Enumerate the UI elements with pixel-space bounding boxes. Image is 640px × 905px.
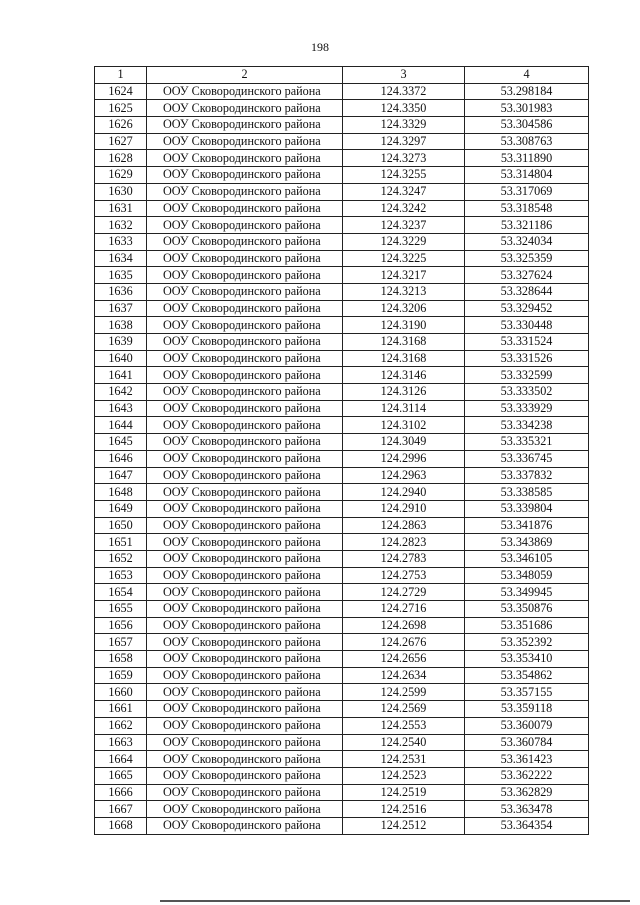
cell-name: ООУ Сковородинского района [147,767,343,784]
cell-number: 1653 [95,567,147,584]
cell-latitude: 53.324034 [465,233,589,250]
cell-number: 1659 [95,667,147,684]
cell-name: ООУ Сковородинского района [147,384,343,401]
cell-name: ООУ Сковородинского района [147,784,343,801]
cell-latitude: 53.359118 [465,701,589,718]
cell-name: ООУ Сковородинского района [147,250,343,267]
cell-latitude: 53.318548 [465,200,589,217]
cell-number: 1630 [95,183,147,200]
cell-latitude: 53.349945 [465,584,589,601]
table-row [95,167,589,184]
cell-name: ООУ Сковородинского района [147,584,343,601]
cell-longitude: 124.2512 [343,817,465,834]
cell-name: ООУ Сковородинского района [147,334,343,351]
column-header-number: 1 [95,67,147,84]
cell-name: ООУ Сковородинского района [147,717,343,734]
cell-number: 1627 [95,133,147,150]
cell-longitude: 124.2634 [343,667,465,684]
cell-name: ООУ Сковородинского района [147,283,343,300]
cell-latitude: 53.331526 [465,350,589,367]
cell-latitude: 53.337832 [465,467,589,484]
cell-longitude: 124.3206 [343,300,465,317]
cell-name: ООУ Сковородинского района [147,567,343,584]
cell-name: ООУ Сковородинского района [147,434,343,451]
cell-name: ООУ Сковородинского района [147,217,343,234]
cell-name: ООУ Сковородинского района [147,467,343,484]
cell-name: ООУ Сковородинского района [147,117,343,134]
cell-number: 1643 [95,400,147,417]
cell-number: 1637 [95,300,147,317]
cell-longitude: 124.3350 [343,100,465,117]
cell-number: 1624 [95,83,147,100]
cell-longitude: 124.2963 [343,467,465,484]
cell-longitude: 124.2698 [343,617,465,634]
cell-name: ООУ Сковородинского района [147,100,343,117]
table-row [95,350,589,367]
cell-latitude: 53.335321 [465,434,589,451]
table-row [95,267,589,284]
cell-name: ООУ Сковородинского района [147,350,343,367]
cell-latitude: 53.341876 [465,517,589,534]
table-row [95,667,589,684]
cell-latitude: 53.321186 [465,217,589,234]
cell-latitude: 53.350876 [465,601,589,618]
table-row [95,617,589,634]
table-row [95,767,589,784]
cell-latitude: 53.311890 [465,150,589,167]
table-row [95,634,589,651]
cell-longitude: 124.2753 [343,567,465,584]
cell-number: 1635 [95,267,147,284]
cell-number: 1663 [95,734,147,751]
cell-name: ООУ Сковородинского района [147,667,343,684]
cell-latitude: 53.362829 [465,784,589,801]
cell-number: 1651 [95,534,147,551]
table-row [95,684,589,701]
cell-number: 1657 [95,634,147,651]
cell-longitude: 124.2823 [343,534,465,551]
table-row [95,550,589,567]
cell-longitude: 124.3168 [343,334,465,351]
cell-number: 1633 [95,233,147,250]
cell-number: 1658 [95,651,147,668]
table-row [95,117,589,134]
table-row [95,651,589,668]
table-row [95,500,589,517]
cell-name: ООУ Сковородинского района [147,534,343,551]
cell-longitude: 124.3102 [343,417,465,434]
cell-longitude: 124.2716 [343,601,465,618]
table-row [95,233,589,250]
cell-latitude: 53.327624 [465,267,589,284]
cell-name: ООУ Сковородинского района [147,817,343,834]
cell-number: 1642 [95,384,147,401]
cell-name: ООУ Сковородинского района [147,450,343,467]
cell-number: 1666 [95,784,147,801]
cell-latitude: 53.325359 [465,250,589,267]
cell-name: ООУ Сковородинского района [147,801,343,818]
cell-number: 1639 [95,334,147,351]
cell-latitude: 53.308763 [465,133,589,150]
cell-latitude: 53.363478 [465,801,589,818]
table-row [95,300,589,317]
cell-longitude: 124.3329 [343,117,465,134]
cell-latitude: 53.362222 [465,767,589,784]
cell-number: 1641 [95,367,147,384]
table-row [95,150,589,167]
cell-longitude: 124.2599 [343,684,465,701]
cell-latitude: 53.364354 [465,817,589,834]
table-row [95,83,589,100]
cell-latitude: 53.346105 [465,550,589,567]
cell-latitude: 53.332599 [465,367,589,384]
cell-name: ООУ Сковородинского района [147,617,343,634]
cell-longitude: 124.2553 [343,717,465,734]
cell-name: ООУ Сковородинского района [147,734,343,751]
cell-number: 1631 [95,200,147,217]
cell-latitude: 53.338585 [465,484,589,501]
cell-latitude: 53.330448 [465,317,589,334]
cell-latitude: 53.328644 [465,283,589,300]
cell-latitude: 53.331524 [465,334,589,351]
cell-latitude: 53.361423 [465,751,589,768]
coordinates-table [94,66,589,835]
cell-latitude: 53.343869 [465,534,589,551]
cell-number: 1667 [95,801,147,818]
cell-longitude: 124.3237 [343,217,465,234]
cell-longitude: 124.3126 [343,384,465,401]
cell-longitude: 124.2863 [343,517,465,534]
table-row [95,417,589,434]
cell-latitude: 53.301983 [465,100,589,117]
table-row [95,283,589,300]
cell-latitude: 53.351686 [465,617,589,634]
table-row [95,334,589,351]
table-row [95,751,589,768]
cell-number: 1665 [95,767,147,784]
cell-number: 1645 [95,434,147,451]
cell-name: ООУ Сковородинского района [147,484,343,501]
table-row [95,601,589,618]
table-row [95,584,589,601]
cell-number: 1628 [95,150,147,167]
table-row [95,784,589,801]
cell-longitude: 124.2519 [343,784,465,801]
cell-number: 1646 [95,450,147,467]
cell-name: ООУ Сковородинского района [147,317,343,334]
cell-name: ООУ Сковородинского района [147,183,343,200]
cell-name: ООУ Сковородинского района [147,517,343,534]
table-row [95,717,589,734]
cell-longitude: 124.3372 [343,83,465,100]
cell-number: 1660 [95,684,147,701]
cell-name: ООУ Сковородинского района [147,751,343,768]
cell-name: ООУ Сковородинского района [147,634,343,651]
cell-name: ООУ Сковородинского района [147,400,343,417]
cell-name: ООУ Сковородинского района [147,83,343,100]
cell-longitude: 124.2523 [343,767,465,784]
cell-number: 1626 [95,117,147,134]
table-row [95,367,589,384]
cell-name: ООУ Сковородинского района [147,150,343,167]
cell-longitude: 124.3255 [343,167,465,184]
cell-latitude: 53.360079 [465,717,589,734]
cell-longitude: 124.3114 [343,400,465,417]
table-row [95,200,589,217]
cell-name: ООУ Сковородинского района [147,651,343,668]
cell-number: 1638 [95,317,147,334]
cell-name: ООУ Сковородинского района [147,267,343,284]
cell-name: ООУ Сковородинского района [147,500,343,517]
cell-longitude: 124.3168 [343,350,465,367]
table-row [95,450,589,467]
table-row [95,467,589,484]
cell-number: 1668 [95,817,147,834]
cell-latitude: 53.304586 [465,117,589,134]
cell-longitude: 124.2783 [343,550,465,567]
cell-latitude: 53.336745 [465,450,589,467]
cell-number: 1649 [95,500,147,517]
cell-longitude: 124.3213 [343,283,465,300]
cell-number: 1640 [95,350,147,367]
bottom-divider [160,900,630,902]
column-header-longitude: 3 [343,67,465,84]
cell-longitude: 124.3247 [343,183,465,200]
cell-name: ООУ Сковородинского района [147,417,343,434]
cell-number: 1661 [95,701,147,718]
cell-longitude: 124.2656 [343,651,465,668]
table-row [95,217,589,234]
cell-latitude: 53.348059 [465,567,589,584]
cell-latitude: 53.354862 [465,667,589,684]
cell-latitude: 53.339804 [465,500,589,517]
cell-longitude: 124.2569 [343,701,465,718]
table-row [95,434,589,451]
cell-number: 1636 [95,283,147,300]
cell-number: 1647 [95,467,147,484]
cell-number: 1650 [95,517,147,534]
cell-latitude: 53.334238 [465,417,589,434]
cell-name: ООУ Сковородинского района [147,133,343,150]
cell-longitude: 124.2996 [343,450,465,467]
cell-longitude: 124.2531 [343,751,465,768]
table-row [95,250,589,267]
cell-longitude: 124.2516 [343,801,465,818]
cell-longitude: 124.3229 [343,233,465,250]
column-header-latitude: 4 [465,67,589,84]
cell-name: ООУ Сковородинского района [147,550,343,567]
cell-number: 1648 [95,484,147,501]
page-number: 198 [311,40,329,54]
cell-longitude: 124.3242 [343,200,465,217]
cell-longitude: 124.3217 [343,267,465,284]
table-row [95,817,589,834]
cell-number: 1654 [95,584,147,601]
cell-latitude: 53.329452 [465,300,589,317]
cell-number: 1655 [95,601,147,618]
cell-name: ООУ Сковородинского района [147,701,343,718]
cell-latitude: 53.357155 [465,684,589,701]
table-row [95,484,589,501]
cell-longitude: 124.3273 [343,150,465,167]
cell-name: ООУ Сковородинского района [147,300,343,317]
cell-longitude: 124.3190 [343,317,465,334]
table-row [95,734,589,751]
cell-name: ООУ Сковородинского района [147,601,343,618]
cell-number: 1632 [95,217,147,234]
cell-name: ООУ Сковородинского района [147,233,343,250]
table-row [95,384,589,401]
cell-number: 1662 [95,717,147,734]
cell-longitude: 124.3146 [343,367,465,384]
cell-number: 1629 [95,167,147,184]
cell-latitude: 53.333502 [465,384,589,401]
cell-latitude: 53.353410 [465,651,589,668]
table-row [95,317,589,334]
table-row [95,100,589,117]
table-row [95,701,589,718]
table-body [95,83,589,834]
cell-number: 1625 [95,100,147,117]
cell-name: ООУ Сковородинского района [147,684,343,701]
column-header-name: 2 [147,67,343,84]
cell-longitude: 124.3049 [343,434,465,451]
cell-name: ООУ Сковородинского района [147,167,343,184]
cell-number: 1652 [95,550,147,567]
cell-number: 1656 [95,617,147,634]
table-row [95,133,589,150]
cell-latitude: 53.333929 [465,400,589,417]
table-row [95,801,589,818]
table-row [95,567,589,584]
table-row [95,517,589,534]
cell-latitude: 53.314804 [465,167,589,184]
cell-name: ООУ Сковородинского района [147,367,343,384]
table-row [95,183,589,200]
table-row [95,400,589,417]
table-header-row [95,67,589,84]
cell-number: 1634 [95,250,147,267]
table-row [95,534,589,551]
cell-number: 1664 [95,751,147,768]
cell-latitude: 53.352392 [465,634,589,651]
cell-latitude: 53.360784 [465,734,589,751]
cell-latitude: 53.298184 [465,83,589,100]
cell-longitude: 124.2940 [343,484,465,501]
cell-longitude: 124.2540 [343,734,465,751]
cell-longitude: 124.2910 [343,500,465,517]
cell-number: 1644 [95,417,147,434]
cell-name: ООУ Сковородинского района [147,200,343,217]
cell-longitude: 124.3225 [343,250,465,267]
cell-longitude: 124.2676 [343,634,465,651]
cell-longitude: 124.2729 [343,584,465,601]
cell-longitude: 124.3297 [343,133,465,150]
cell-latitude: 53.317069 [465,183,589,200]
